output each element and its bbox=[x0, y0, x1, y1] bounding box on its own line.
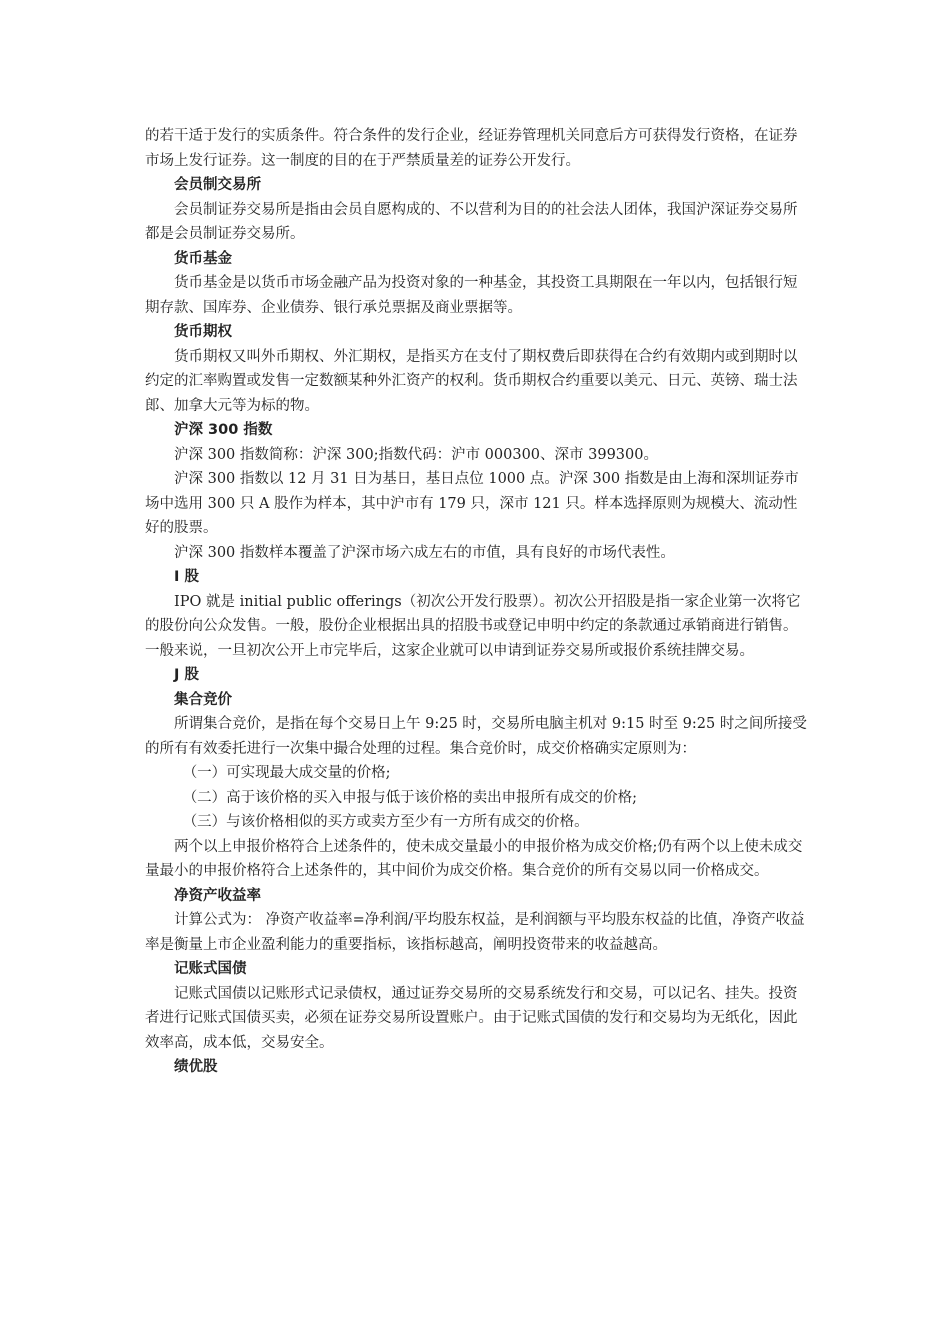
paragraph-currency-option: 货币期权又叫外币期权、外汇期权，是指买方在支付了期权费后即获得在合约有效期内或到期时以约定的汇率购置或发售一定数额某种外汇资产的权利。货币期权合约重要以美元、日元、英镑、瑞士法郎、加拿大元等为标的物。 bbox=[145, 348, 798, 414]
paragraph-call-auction: 所谓集合竞价，是指在每个交易日上午 9:25 时，交易所电脑主机对 9:15 时至 9:25 时之间所接受的所有有效委托进行一次集中撮合处理的过程。集合竞价时，成交价格确实定原则为： bbox=[145, 716, 807, 757]
heading-call-auction: 集合竞价 bbox=[174, 691, 232, 708]
paragraph-roe: 计算公式为： 净资产收益率=净利润/平均股东权益，是利润额与平均股东权益的比值，净资产收益率是衡量上市企业盈利能力的重要指标，该指标越高，阐明投资带来的收益越高。 bbox=[145, 912, 805, 953]
paragraph-membership-exchange: 会员制证券交易所是指由会员自愿构成的、不以营利为目的的社会法人团体，我国沪深证券交易所都是会员制证券交易所。 bbox=[145, 201, 798, 242]
paragraph-money-fund: 货币基金是以货币市场金融产品为投资对象的一种基金，其投资工具期限在一年以内，包括银行短期存款、国库券、企业债券、银行承兑票据及商业票据等。 bbox=[145, 275, 798, 316]
paragraph-intro: 的若干适于发行的实质条件。符合条件的发行企业，经证券管理机关同意后方可获得发行资格，在证券市场上发行证券。这一制度的目的在于严禁质量差的证券公开发行。 bbox=[145, 128, 798, 169]
heading-csi300: 沪深 300 指数 bbox=[174, 422, 273, 438]
heading-currency-option: 货币期权 bbox=[174, 324, 232, 340]
paragraph-ipo: IPO 就是 initial public offerings（初次公开发行股票）。初次公开招股是指一家企业第一次将它的股份向公众发售。一般，股份企业根据出具的招股书或登记申明中约定的条款通过承销商进行销售。一般来说，一旦初次公开上市完毕后，这家企业就可以申请到证券交易所或报价系统挂牌交易。 bbox=[145, 593, 801, 659]
list-item-auction-rule-2: （二）高于该价格的买入申报与低于该价格的卖出申报所有成交的价格; bbox=[182, 789, 638, 806]
heading-i-shares: I 股 bbox=[174, 569, 199, 585]
paragraph-csi300-base: 沪深 300 指数以 12 月 31 日为基日，基日点位 1000 点。沪深 300 指数是由上海和深圳证券市场中选用 300 只 A 股作为样本，其中沪市有 179 只，深市 121 只。样本选择原则为规模大、流动性好的股票。 bbox=[145, 471, 799, 536]
heading-book-entry-bonds: 记账式国债 bbox=[174, 961, 247, 977]
paragraph-csi300-coverage: 沪深 300 指数样本覆盖了沪深市场六成左右的市值，具有良好的市场代表性。 bbox=[174, 544, 675, 561]
paragraph-csi300-code: 沪深 300 指数简称：沪深 300;指数代码：沪市 000300、深市 399300。 bbox=[174, 446, 658, 463]
heading-j-shares: J 股 bbox=[174, 667, 199, 683]
list-item-auction-rule-1: （一）可实现最大成交量的价格; bbox=[182, 765, 391, 781]
heading-blue-chip: 绩优股 bbox=[174, 1059, 218, 1075]
paragraph-book-entry-bonds: 记账式国债以记账形式记录债权，通过证券交易所的交易系统发行和交易，可以记名、挂失。投资者进行记账式国债买卖，必须在证券交易所设置账户。由于记账式国债的发行和交易均为无纸化，因此效率高，成本低，交易安全。 bbox=[145, 985, 798, 1051]
heading-money-fund: 货币基金 bbox=[174, 250, 232, 267]
list-item-auction-rule-3: （三）与该价格相似的买方或卖方至少有一方所有成交的价格。 bbox=[182, 814, 589, 830]
document-page bbox=[145, 124, 810, 1080]
paragraph-auction-tiebreak: 两个以上申报价格符合上述条件的，使未成交量最小的申报价格为成交价格;仍有两个以上使未成交量最小的申报价格符合上述条件的，其中间价为成交价格。集合竞价的所有交易以同一价格成交。 bbox=[145, 838, 803, 879]
heading-roe: 净资产收益率 bbox=[174, 887, 261, 904]
heading-membership-exchange: 会员制交易所 bbox=[174, 177, 261, 193]
